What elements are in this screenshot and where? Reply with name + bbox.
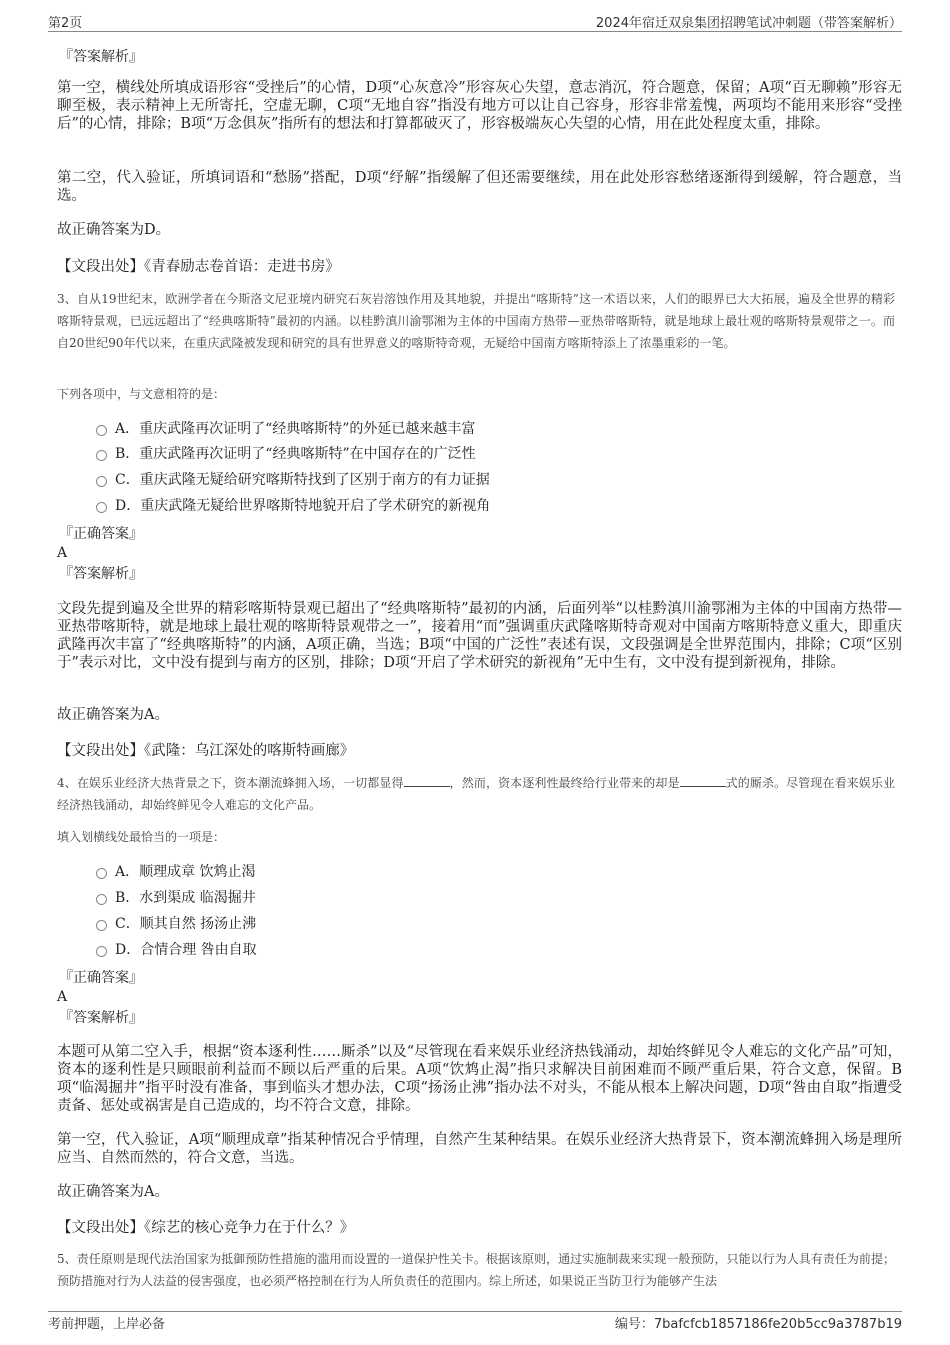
- radio-icon[interactable]: [96, 502, 107, 513]
- radio-icon[interactable]: [96, 920, 107, 931]
- page-header: [48, 10, 902, 30]
- option-label: B．重庆武隆再次证明了“经典喀斯特”在中国存在的广泛性: [115, 446, 476, 462]
- correct-answer-label: 『正确答案』: [59, 526, 143, 542]
- radio-icon[interactable]: [96, 450, 107, 461]
- question-stem: 3、自从19世纪末，欧洲学者在今斯洛文尼亚境内研究石灰岩溶蚀作用及其地貌，并提出“喀斯特”这一术语以来，人们的眼界已大大拓展，遍及全世界的精彩喀斯特景观，已远远超出了“经典喀斯特”最初的内涵。以桂黔滇川渝鄂湘为主体的中国南方热带—亚热带喀斯特，就是地球上最壮观的喀斯特景观带之一。而自20世纪90年代以来，在重庆武隆被发现和研究的具有世界意义的喀斯特奇观，无疑给中国南方喀斯特添上了浓墨重彩的一笔。: [57, 292, 895, 350]
- radio-icon[interactable]: [96, 946, 107, 957]
- explanation-paragraph: 文段先提到遍及全世界的精彩喀斯特景观已超出了“经典喀斯特”最初的内涵，后面列举“以桂黔滇川渝鄂湘为主体的中国南方热带—亚热带喀斯特，就是地球上最壮观的喀斯特景观带之一”，接着用“而”强调重庆武隆喀斯特奇观对中国南方喀斯特意义重大，即重庆武隆再次丰富了“经典喀斯特”的内涵，A项正确，当选；B项“中国的广泛性”表述有误，文段强调是全世界范围内，排除；C项“区别于”表示对比，文中没有提到与南方的区别，排除；D项“开启了学术研究的新视角”无中生有，文中没有提到新视角，排除。: [57, 601, 902, 671]
- radio-icon[interactable]: [96, 425, 107, 436]
- answer-explanation-label: 『答案解析』: [59, 1010, 143, 1026]
- explanation-paragraph: 本题可从第二空入手，根据“资本逐利性……厮杀”以及“尽管现在看来娱乐业经济热钱涌动，却始终鲜见令人难忘的文化产品”可知，资本的逐利性是只顾眼前利益而不顾以后严重的后果。A项“饮鸩止渴”指只求解决目前困难而不顾严重后果，符合文意，保留。B项“临渴掘井”指平时没有准备，事到临头才想办法，C项“扬汤止沸”指办法不对头，不能从根本上解决问题，D项“咎由自取”指遭受责备、惩处或祸害是自己造成的，均不符合文意，排除。: [57, 1044, 902, 1114]
- explanation-paragraph: 第一空，横线处所填成语形容“受挫后”的心情，D项“心灰意冷”形容灰心失望，意志消沉，符合题意，保留；A项“百无聊赖”形容无聊至极，表示精神上无所寄托，空虚无聊，C项“无地自容”指没有地方可以让自己容身，形容非常羞愧，两项均不能用来形容“受挫后”的心情，排除；B项“万念俱灰”指所有的想法和打算都破灭了，形容极端灰心失望的心情，用在此处程度太重，排除。: [57, 80, 902, 132]
- question-prompt: 填入划横线处最恰当的一项是：: [57, 830, 226, 844]
- fill-blank: [404, 774, 450, 787]
- question-stem: 5、责任原则是现代法治国家为抵御预防性措施的滥用而设置的一道保护性关卡。根据该原则，通过实施制裁来实现一般预防，只能以行为人具有责任为前提；预防措施对行为人法益的侵害强度，也必须严格控制在行为人所负责任的范围内。综上所述，如果说正当防卫行为能够产生法: [57, 1252, 895, 1288]
- code-value: 7bafcfcb1857186fe20b5cc9a3787b19: [653, 1317, 902, 1332]
- answer-conclusion: 故正确答案为D。: [57, 222, 171, 238]
- option-label: D．重庆武隆无疑给世界喀斯特地貌开启了学术研究的新视角: [115, 498, 491, 514]
- footer-slogan: 考前押题，上岸必备: [48, 1317, 166, 1332]
- answer-explanation-label: 『答案解析』: [59, 566, 143, 582]
- option-b[interactable]: [96, 889, 256, 907]
- radio-icon[interactable]: [96, 894, 107, 905]
- header-divider: [48, 31, 902, 32]
- question-stem: [57, 772, 895, 816]
- code-label: 编号：: [614, 1317, 654, 1332]
- stem-part: 4、在娱乐业经济大热背景之下，资本潮流蜂拥入场，一切都显得: [57, 776, 404, 790]
- answer-conclusion: 故正确答案为A。: [57, 707, 169, 723]
- option-label: D．合情合理 咎由自取: [115, 942, 257, 958]
- option-a[interactable]: [96, 420, 475, 438]
- document-title: 2024年宿迁双泉集团招聘笔试冲刺题（带答案解析）: [595, 16, 902, 31]
- stem-part: 式的厮杀。尽管现在看来娱乐业经济热钱涌动，却始终鲜见令人难忘的文化产品。: [57, 776, 895, 812]
- option-c[interactable]: [96, 471, 490, 489]
- radio-icon[interactable]: [96, 868, 107, 879]
- correct-answer: A: [57, 989, 68, 1005]
- answer-explanation-label: 『答案解析』: [59, 49, 143, 65]
- option-d[interactable]: [96, 497, 490, 515]
- text-source: 【文段出处】《武隆：乌江深处的喀斯特画廊》: [57, 743, 355, 759]
- correct-answer: A: [57, 545, 68, 561]
- option-c[interactable]: [96, 915, 256, 933]
- answer-conclusion: 故正确答案为A。: [57, 1184, 169, 1200]
- option-label: B．水到渠成 临渴掘井: [115, 890, 256, 906]
- page-number: 第2页: [48, 16, 83, 31]
- option-d[interactable]: [96, 941, 257, 959]
- option-label: C．顺其自然 扬汤止沸: [115, 916, 257, 932]
- option-b[interactable]: [96, 445, 476, 463]
- correct-answer-label: 『正确答案』: [59, 970, 143, 986]
- radio-icon[interactable]: [96, 476, 107, 487]
- option-label: C．重庆武隆无疑给研究喀斯特找到了区别于南方的有力证据: [115, 472, 490, 488]
- text-source: 【文段出处】《青春励志卷首语：走进书房》: [57, 259, 340, 275]
- option-label: A．重庆武隆再次证明了“经典喀斯特”的外延已越来越丰富: [115, 421, 476, 437]
- text-source: 【文段出处】《综艺的核心竞争力在于什么？》: [57, 1220, 355, 1236]
- explanation-paragraph: 第一空，代入验证，A项“顺理成章”指某种情况合乎情理，自然产生某种结果。在娱乐业经济大热背景下，资本潮流蜂拥入场是理所应当、自然而然的，符合文意，当选。: [57, 1132, 902, 1166]
- page-footer: [48, 1313, 902, 1333]
- fill-blank: [680, 774, 726, 787]
- footer-divider: [48, 1311, 902, 1312]
- document-code: [615, 1313, 902, 1332]
- stem-part: ，然而，资本逐利性最终给行业带来的却是: [449, 776, 680, 790]
- option-a[interactable]: [96, 863, 256, 881]
- question-prompt: 下列各项中，与文意相符的是：: [57, 387, 226, 401]
- option-label: A．顺理成章 饮鸩止渴: [115, 864, 256, 880]
- explanation-paragraph: 第二空，代入验证，所填词语和“愁肠”搭配，D项“纾解”指缓解了但还需要继续，用在此处形容愁绪逐渐得到缓解，符合题意，当选。: [57, 170, 902, 204]
